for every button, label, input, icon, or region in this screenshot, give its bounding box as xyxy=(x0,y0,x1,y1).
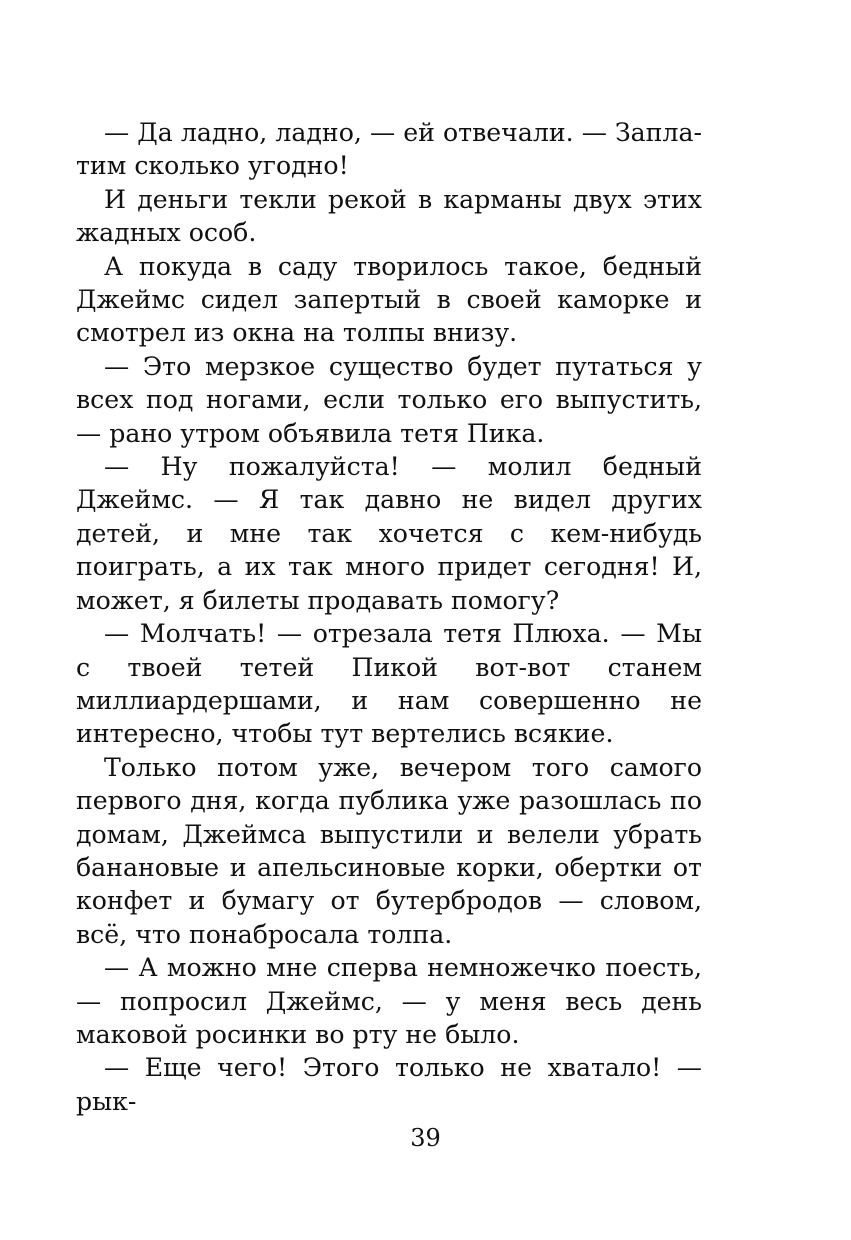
page-body xyxy=(76,116,702,1118)
paragraph: — А можно мне сперва немножечко поесть, — попросил Джеймс, — у меня весь день маковой росинки во рту не было. xyxy=(76,953,702,1049)
paragraph: А покуда в саду творилось такое, бедный Джеймс сидел запертый в своей каморке и смотрел из окна на толпы внизу. xyxy=(76,251,702,348)
paragraph: — Еще чего! Этого только не хватало! — рык- xyxy=(76,1053,702,1116)
paragraph: Только потом уже, вечером того самого первого дня, когда публика уже разошлась по домам, Джеймса выпустили и велели убрать бананoвые и апельсиновые корки, обертки от конфет и бумагу от бутербродов — словом, всё, что понабросала толпа. xyxy=(76,752,702,949)
paragraph: — Ну пожалуйста! — молил бедный Джеймс. — Я так давно не видел других детей, и мне так хочется с кем-нибудь поиграть, а их так много придет сегодня! И, может, я билеты продавать помогу? xyxy=(76,452,702,615)
page-number: 39 xyxy=(410,1124,441,1152)
paragraph: — Да ладно, ладно, — ей отвечали. — Заплатим сколько угодно! xyxy=(76,118,702,181)
paragraph: И деньги текли рекой в карманы двух этих жадных особ. xyxy=(76,184,702,248)
paragraph: — Молчать! — отрезала тетя Плюха. — Мы с твоей тетей Пикой вот-вот станем миллиардершами, и нам совершенно не интересно, чтобы тут вертелись всякие. xyxy=(76,619,702,749)
paragraph: — Это мерзкое существо будет путаться у всех под ногами, если только его выпустить, — рано утром объявила тетя Пика. xyxy=(76,351,702,448)
